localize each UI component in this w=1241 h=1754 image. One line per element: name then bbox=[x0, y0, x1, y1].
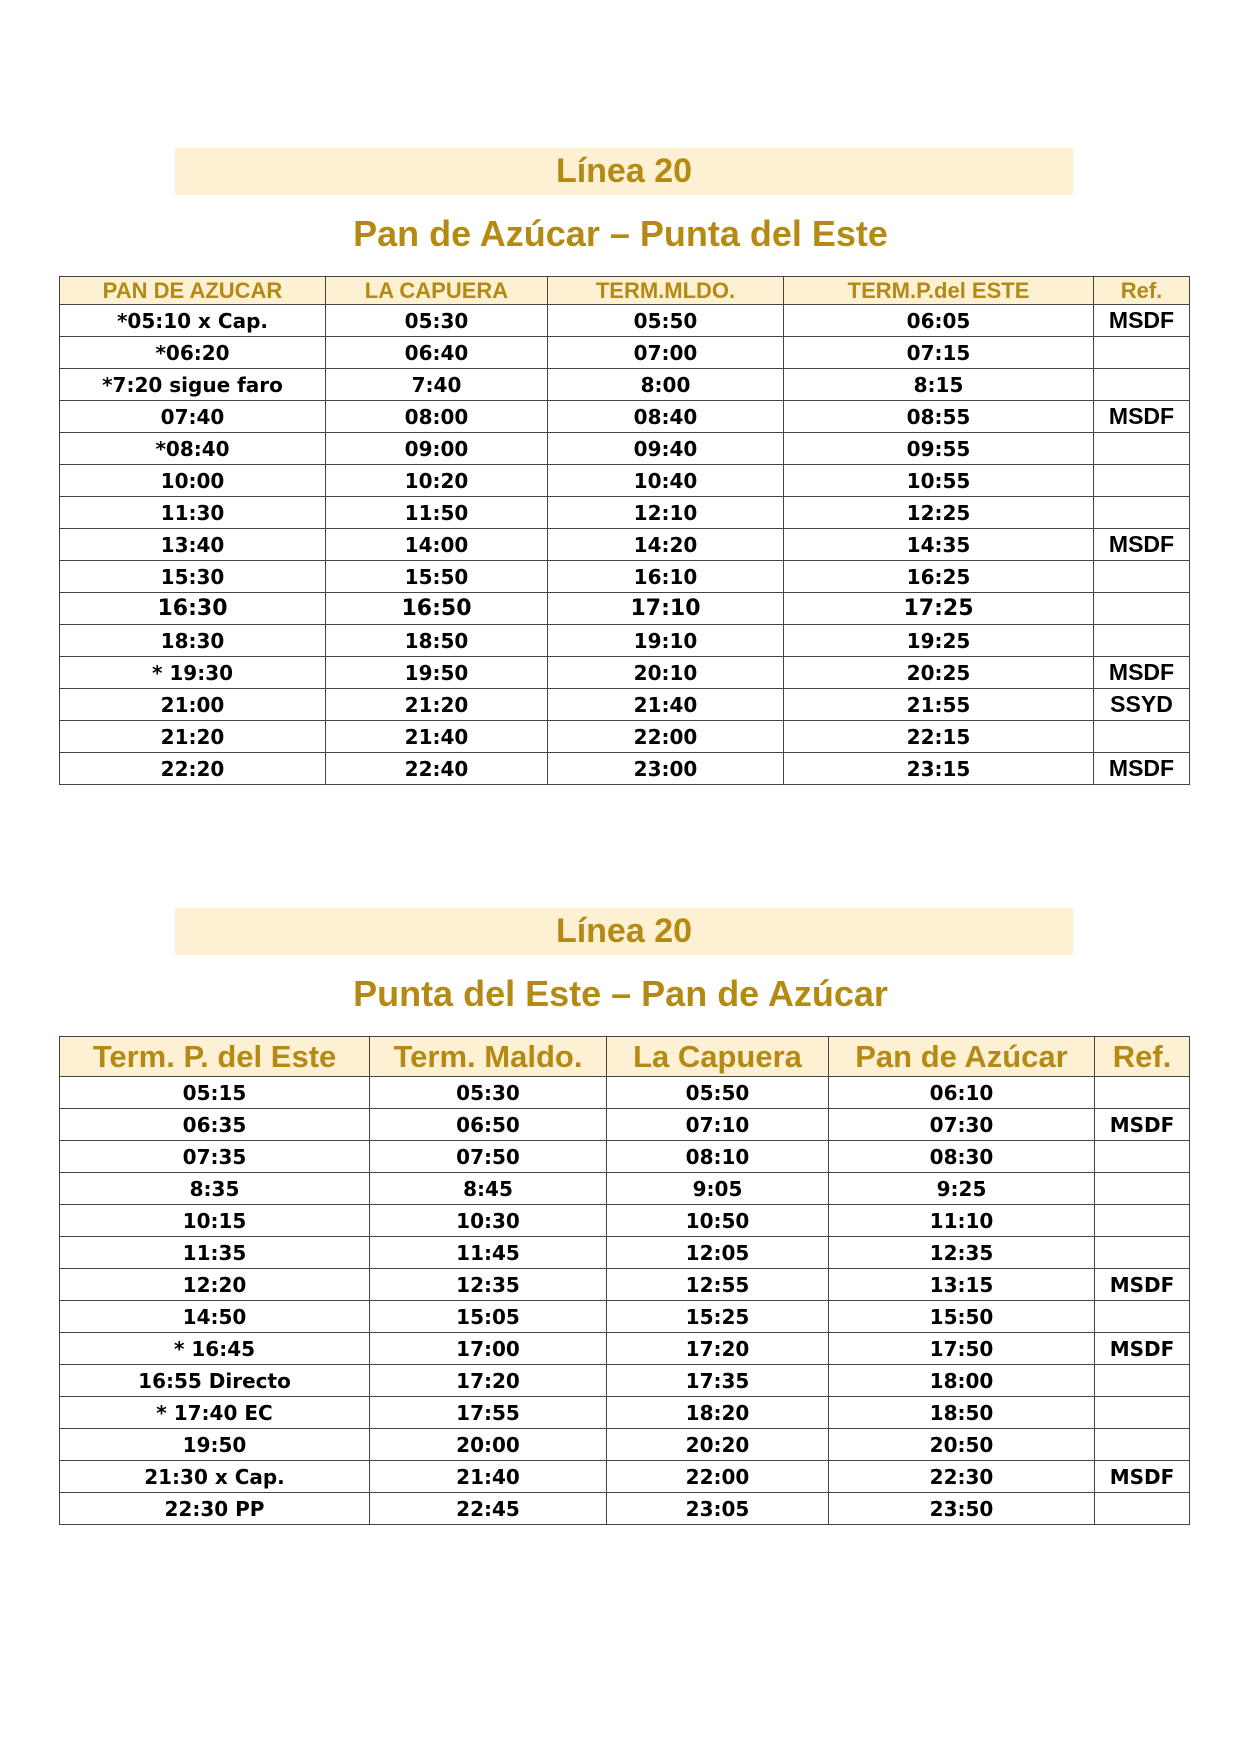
time-cell: 22:40 bbox=[326, 753, 548, 785]
table-row bbox=[60, 337, 1190, 369]
table-row bbox=[60, 1429, 1190, 1461]
time-cell: 22:15 bbox=[784, 721, 1094, 753]
time-cell: 15:30 bbox=[60, 561, 326, 593]
time-cell: 10:40 bbox=[548, 465, 784, 497]
time-cell: 7:40 bbox=[326, 369, 548, 401]
time-cell: 16:30 bbox=[60, 593, 326, 625]
time-cell: 12:35 bbox=[829, 1237, 1095, 1269]
time-cell: 08:10 bbox=[607, 1141, 829, 1173]
ref-cell bbox=[1094, 369, 1190, 401]
time-cell: 21:55 bbox=[784, 689, 1094, 721]
table-row bbox=[60, 369, 1190, 401]
time-cell: 17:35 bbox=[607, 1365, 829, 1397]
section1-subtitle: Pan de Azúcar – Punta del Este bbox=[353, 213, 888, 254]
time-cell: 10:55 bbox=[784, 465, 1094, 497]
time-cell: 20:50 bbox=[829, 1429, 1095, 1461]
ref-cell: MSDF bbox=[1095, 1269, 1190, 1301]
time-cell: 17:55 bbox=[370, 1397, 607, 1429]
time-cell: 17:25 bbox=[784, 593, 1094, 625]
schedule-table-outbound bbox=[59, 276, 1190, 785]
time-cell: 11:10 bbox=[829, 1205, 1095, 1237]
time-cell: 14:35 bbox=[784, 529, 1094, 561]
time-cell: 09:00 bbox=[326, 433, 548, 465]
time-cell: 21:40 bbox=[326, 721, 548, 753]
ref-cell: MSDF bbox=[1094, 657, 1190, 689]
header-pan-de-azucar: PAN DE AZUCAR bbox=[60, 277, 326, 305]
ref-cell: MSDF bbox=[1094, 529, 1190, 561]
table-row bbox=[60, 497, 1190, 529]
ref-cell bbox=[1095, 1141, 1190, 1173]
table-row bbox=[60, 465, 1190, 497]
time-cell: 16:25 bbox=[784, 561, 1094, 593]
time-cell: 07:30 bbox=[829, 1109, 1095, 1141]
header-ref: Ref. bbox=[1095, 1037, 1190, 1077]
time-cell: 23:00 bbox=[548, 753, 784, 785]
ref-cell bbox=[1094, 625, 1190, 657]
time-cell: 18:20 bbox=[607, 1397, 829, 1429]
time-cell: 10:30 bbox=[370, 1205, 607, 1237]
ref-cell bbox=[1094, 337, 1190, 369]
time-cell: 15:05 bbox=[370, 1301, 607, 1333]
time-cell: 17:20 bbox=[370, 1365, 607, 1397]
section1-title: Línea 20 bbox=[175, 148, 1073, 195]
ref-cell bbox=[1095, 1301, 1190, 1333]
time-cell: 10:00 bbox=[60, 465, 326, 497]
time-cell: 05:30 bbox=[326, 305, 548, 337]
time-cell: 8:45 bbox=[370, 1173, 607, 1205]
time-cell: 06:35 bbox=[60, 1109, 370, 1141]
time-cell: 23:05 bbox=[607, 1493, 829, 1525]
time-cell: 9:25 bbox=[829, 1173, 1095, 1205]
time-cell: 05:50 bbox=[548, 305, 784, 337]
table-row bbox=[60, 433, 1190, 465]
table-row bbox=[60, 689, 1190, 721]
time-cell: 16:50 bbox=[326, 593, 548, 625]
time-cell: 12:05 bbox=[607, 1237, 829, 1269]
ref-cell bbox=[1095, 1205, 1190, 1237]
table-row bbox=[60, 1301, 1190, 1333]
header-pan-de-azucar: Pan de Azúcar bbox=[829, 1037, 1095, 1077]
table-row bbox=[60, 529, 1190, 561]
ref-cell bbox=[1095, 1493, 1190, 1525]
header-la-capuera: LA CAPUERA bbox=[326, 277, 548, 305]
time-cell: *08:40 bbox=[60, 433, 326, 465]
table-row bbox=[60, 1237, 1190, 1269]
header-term-mldo: TERM.MLDO. bbox=[548, 277, 784, 305]
table-row bbox=[60, 721, 1190, 753]
time-cell: 17:20 bbox=[607, 1333, 829, 1365]
time-cell: 08:40 bbox=[548, 401, 784, 433]
time-cell: 17:00 bbox=[370, 1333, 607, 1365]
table-row bbox=[60, 561, 1190, 593]
time-cell: 22:30 PP bbox=[60, 1493, 370, 1525]
table-row bbox=[60, 1141, 1190, 1173]
time-cell: 09:40 bbox=[548, 433, 784, 465]
time-cell: 16:10 bbox=[548, 561, 784, 593]
time-cell: 20:10 bbox=[548, 657, 784, 689]
time-cell: 23:15 bbox=[784, 753, 1094, 785]
time-cell: 05:50 bbox=[607, 1077, 829, 1109]
time-cell: 21:40 bbox=[548, 689, 784, 721]
time-cell: 19:50 bbox=[326, 657, 548, 689]
ref-cell: MSDF bbox=[1094, 305, 1190, 337]
time-cell: 10:50 bbox=[607, 1205, 829, 1237]
time-cell: 14:20 bbox=[548, 529, 784, 561]
table-header-row bbox=[60, 277, 1190, 305]
ref-cell: MSDF bbox=[1095, 1461, 1190, 1493]
time-cell: 08:00 bbox=[326, 401, 548, 433]
time-cell: 22:30 bbox=[829, 1461, 1095, 1493]
time-cell: 19:10 bbox=[548, 625, 784, 657]
time-cell: 05:15 bbox=[60, 1077, 370, 1109]
time-cell: 10:15 bbox=[60, 1205, 370, 1237]
time-cell: 15:50 bbox=[326, 561, 548, 593]
time-cell: 06:10 bbox=[829, 1077, 1095, 1109]
table-row bbox=[60, 401, 1190, 433]
time-cell: 19:25 bbox=[784, 625, 1094, 657]
table-row bbox=[60, 1397, 1190, 1429]
time-cell: 12:55 bbox=[607, 1269, 829, 1301]
table-row bbox=[60, 1173, 1190, 1205]
time-cell: 07:40 bbox=[60, 401, 326, 433]
time-cell: 22:20 bbox=[60, 753, 326, 785]
time-cell: 14:50 bbox=[60, 1301, 370, 1333]
time-cell: 23:50 bbox=[829, 1493, 1095, 1525]
time-cell: 07:35 bbox=[60, 1141, 370, 1173]
time-cell: 09:55 bbox=[784, 433, 1094, 465]
time-cell: 8:15 bbox=[784, 369, 1094, 401]
table-row bbox=[60, 1109, 1190, 1141]
time-cell: 20:00 bbox=[370, 1429, 607, 1461]
ref-cell bbox=[1095, 1365, 1190, 1397]
ref-cell: SSYD bbox=[1094, 689, 1190, 721]
time-cell: 11:45 bbox=[370, 1237, 607, 1269]
time-cell: * 17:40 EC bbox=[60, 1397, 370, 1429]
header-term-punta-del-este: TERM.P.del ESTE bbox=[784, 277, 1094, 305]
time-cell: 07:10 bbox=[607, 1109, 829, 1141]
ref-cell bbox=[1094, 465, 1190, 497]
time-cell: 07:00 bbox=[548, 337, 784, 369]
time-cell: 18:50 bbox=[829, 1397, 1095, 1429]
time-cell: 06:50 bbox=[370, 1109, 607, 1141]
time-cell: 12:10 bbox=[548, 497, 784, 529]
time-cell: 13:40 bbox=[60, 529, 326, 561]
time-cell: 05:30 bbox=[370, 1077, 607, 1109]
time-cell: 21:30 x Cap. bbox=[60, 1461, 370, 1493]
section2-subtitle: Punta del Este – Pan de Azúcar bbox=[353, 973, 888, 1014]
table-row bbox=[60, 593, 1190, 625]
time-cell: *7:20 sigue faro bbox=[60, 369, 326, 401]
table-row bbox=[60, 305, 1190, 337]
time-cell: 8:00 bbox=[548, 369, 784, 401]
time-cell: 08:30 bbox=[829, 1141, 1095, 1173]
time-cell: 07:15 bbox=[784, 337, 1094, 369]
table-row bbox=[60, 625, 1190, 657]
time-cell: 11:50 bbox=[326, 497, 548, 529]
ref-cell bbox=[1094, 433, 1190, 465]
time-cell: 06:40 bbox=[326, 337, 548, 369]
header-ref: Ref. bbox=[1094, 277, 1190, 305]
schedule-table-return bbox=[59, 1036, 1190, 1525]
table-row bbox=[60, 1205, 1190, 1237]
table-row bbox=[60, 1269, 1190, 1301]
ref-cell bbox=[1095, 1429, 1190, 1461]
table-row bbox=[60, 1333, 1190, 1365]
time-cell: 21:40 bbox=[370, 1461, 607, 1493]
ref-cell: MSDF bbox=[1095, 1333, 1190, 1365]
ref-cell bbox=[1094, 593, 1190, 625]
time-cell: 11:35 bbox=[60, 1237, 370, 1269]
time-cell: 21:20 bbox=[60, 721, 326, 753]
table-row bbox=[60, 753, 1190, 785]
time-cell: 10:20 bbox=[326, 465, 548, 497]
ref-cell: MSDF bbox=[1094, 753, 1190, 785]
ref-cell bbox=[1094, 497, 1190, 529]
time-cell: 21:00 bbox=[60, 689, 326, 721]
time-cell: * 19:30 bbox=[60, 657, 326, 689]
time-cell: 15:50 bbox=[829, 1301, 1095, 1333]
time-cell: 22:00 bbox=[548, 721, 784, 753]
time-cell: 12:20 bbox=[60, 1269, 370, 1301]
table-row bbox=[60, 1365, 1190, 1397]
header-la-capuera: La Capuera bbox=[607, 1037, 829, 1077]
time-cell: 18:30 bbox=[60, 625, 326, 657]
table-row bbox=[60, 1461, 1190, 1493]
time-cell: 20:25 bbox=[784, 657, 1094, 689]
time-cell: 17:10 bbox=[548, 593, 784, 625]
time-cell: 21:20 bbox=[326, 689, 548, 721]
ref-cell bbox=[1095, 1173, 1190, 1205]
time-cell: *06:20 bbox=[60, 337, 326, 369]
time-cell: 18:50 bbox=[326, 625, 548, 657]
time-cell: 19:50 bbox=[60, 1429, 370, 1461]
time-cell: * 16:45 bbox=[60, 1333, 370, 1365]
time-cell: 15:25 bbox=[607, 1301, 829, 1333]
header-term-maldo: Term. Maldo. bbox=[370, 1037, 607, 1077]
ref-cell: MSDF bbox=[1094, 401, 1190, 433]
time-cell: 9:05 bbox=[607, 1173, 829, 1205]
ref-cell bbox=[1094, 721, 1190, 753]
time-cell: 16:55 Directo bbox=[60, 1365, 370, 1397]
time-cell: 14:00 bbox=[326, 529, 548, 561]
ref-cell bbox=[1095, 1077, 1190, 1109]
section2-title: Línea 20 bbox=[175, 908, 1073, 955]
table-row bbox=[60, 1493, 1190, 1525]
ref-cell bbox=[1094, 561, 1190, 593]
time-cell: 07:50 bbox=[370, 1141, 607, 1173]
time-cell: 13:15 bbox=[829, 1269, 1095, 1301]
time-cell: 20:20 bbox=[607, 1429, 829, 1461]
time-cell: 12:25 bbox=[784, 497, 1094, 529]
ref-cell: MSDF bbox=[1095, 1109, 1190, 1141]
time-cell: 22:45 bbox=[370, 1493, 607, 1525]
ref-cell bbox=[1095, 1237, 1190, 1269]
table-row bbox=[60, 657, 1190, 689]
ref-cell bbox=[1095, 1397, 1190, 1429]
time-cell: 08:55 bbox=[784, 401, 1094, 433]
time-cell: 06:05 bbox=[784, 305, 1094, 337]
time-cell: 17:50 bbox=[829, 1333, 1095, 1365]
time-cell: 11:30 bbox=[60, 497, 326, 529]
time-cell: 22:00 bbox=[607, 1461, 829, 1493]
header-term-punta-del-este: Term. P. del Este bbox=[60, 1037, 370, 1077]
time-cell: *05:10 x Cap. bbox=[60, 305, 326, 337]
table-row bbox=[60, 1077, 1190, 1109]
table-header-row bbox=[60, 1037, 1190, 1077]
time-cell: 18:00 bbox=[829, 1365, 1095, 1397]
time-cell: 12:35 bbox=[370, 1269, 607, 1301]
time-cell: 8:35 bbox=[60, 1173, 370, 1205]
